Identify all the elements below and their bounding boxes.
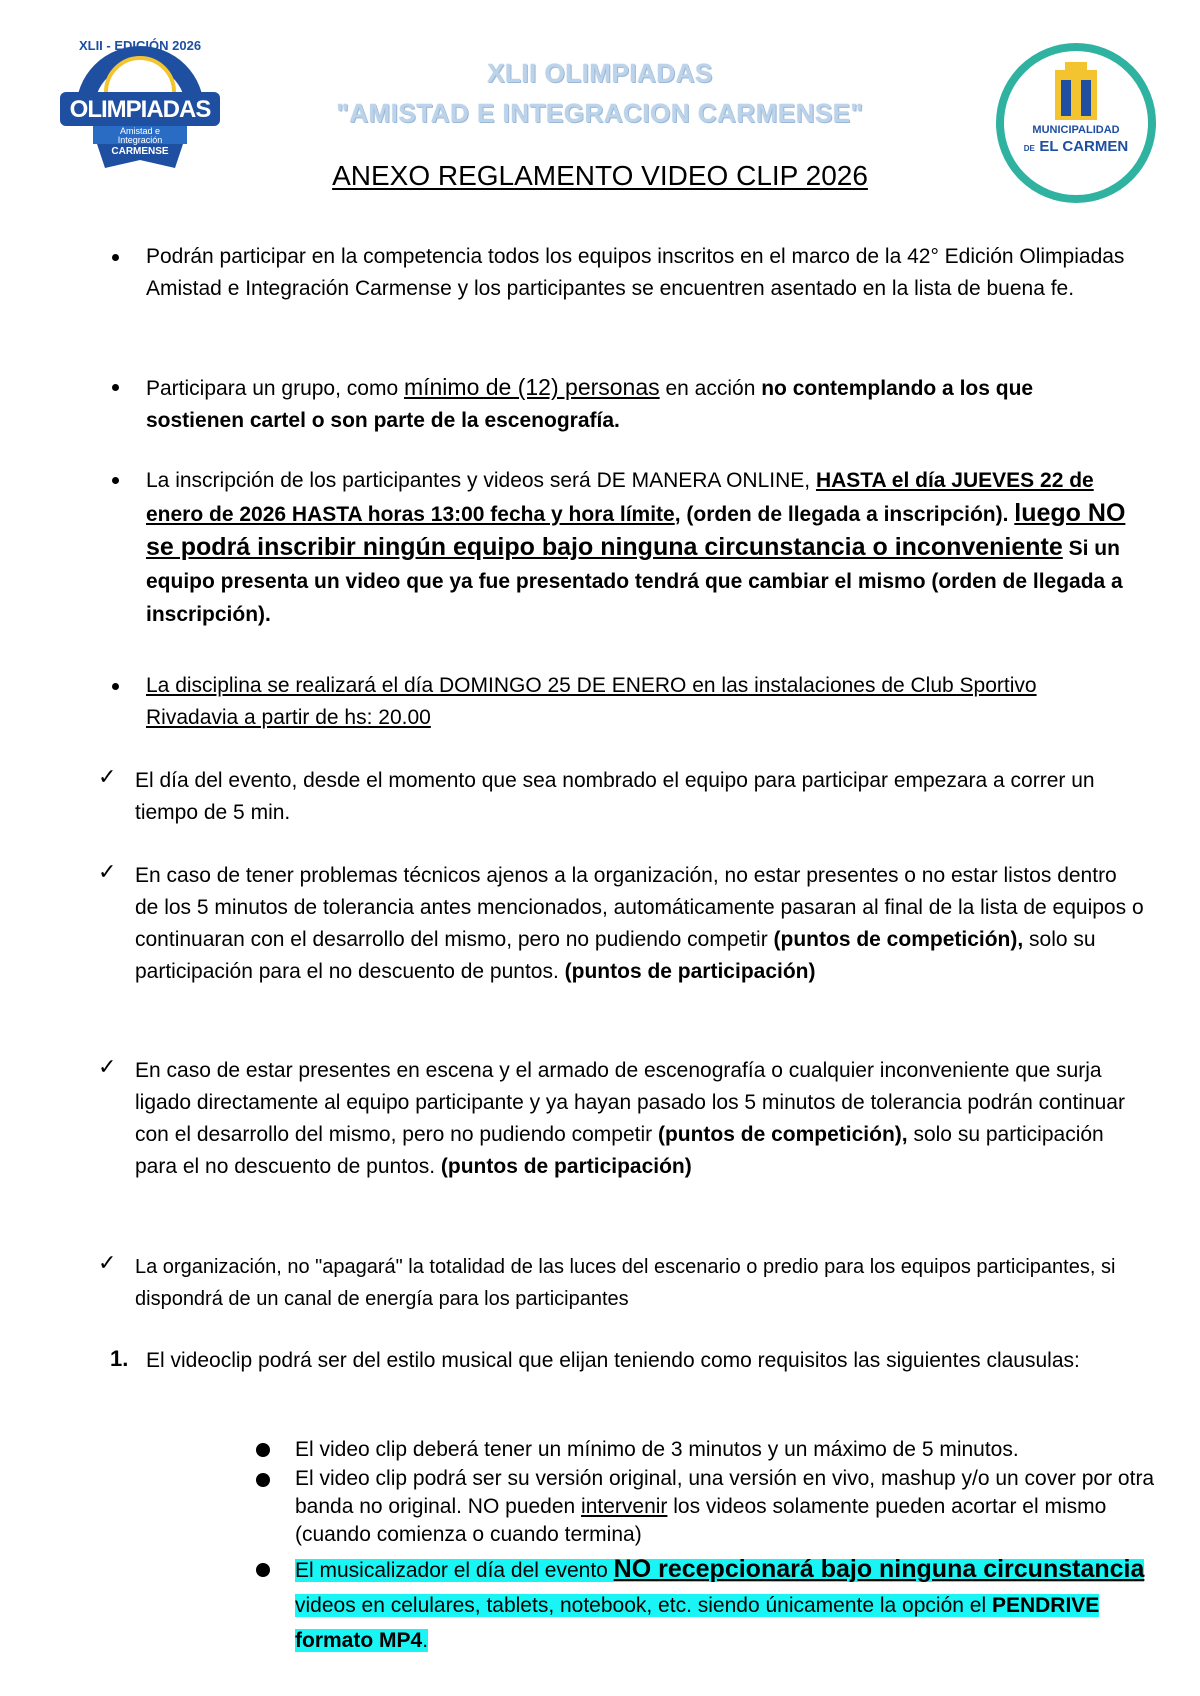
sub-bullet-dot — [256, 1473, 270, 1487]
check-icon: ✓ — [98, 1055, 117, 1080]
s3-highlight — [295, 1555, 1145, 1652]
municipalidad-de: DE — [1023, 144, 1035, 153]
check-item-technical-problems — [135, 860, 1145, 988]
check-item-time: El día del evento, desde el momento que sea nombrado el equipo para participar empezara a correr un tiempo de 5 min. — [135, 769, 1095, 824]
check-item-scenography — [135, 1055, 1145, 1183]
s2-text-b: los videos solamente pueden acortar el mismo (cuando comienza o cuando termina) — [295, 1495, 1107, 1546]
s3-pendrive: PENDRIVE formato MP4 — [295, 1594, 1100, 1652]
sub-item-version — [295, 1465, 1155, 1549]
bullet-dot — [112, 254, 119, 261]
check-icon: ✓ — [98, 765, 117, 790]
b2-minimum: mínimo de (12) personas — [403, 374, 660, 400]
s2-text-a: El video clip podrá ser su versión original, una versión en vivo, mashup y/o un cover por otra banda no original. NO pueden — [295, 1467, 1155, 1518]
b2-bold: no contemplando a los que sostienen cartel o son parte de la escenografía. — [146, 377, 1034, 432]
sub-bullet-dot — [256, 1563, 270, 1577]
logo-main-text: OLIMPIADAS — [69, 96, 211, 123]
c3-text-c: solo su participación para el no descuento de puntos. — [135, 1123, 1104, 1178]
b3-text-c: Si un equipo presenta un video que ya fue presentado tendrá que cambiar el mismo (orden de llegada a inscripción). — [146, 537, 1123, 626]
header-title-line2: "AMISTAD E INTEGRACION CARMENSE" — [336, 98, 864, 128]
header-title-line1: XLII OLIMPIADAS — [487, 58, 713, 88]
check-icon: ✓ — [98, 1251, 117, 1276]
b2-text-b: en acción — [659, 377, 762, 400]
c3-competition-points: (puntos de competición), — [657, 1123, 908, 1146]
municipalidad-line2 — [995, 138, 1157, 156]
s2-intervenir: intervenir — [581, 1495, 668, 1518]
logo-arc-text: XLII - EDICIÓN 2026 — [78, 38, 202, 53]
c3-text-a: En caso de estar presentes en escena y el armado de escenografía o cualquier inconveniente que surja ligado directamente al equipo participante y ya hayan pasado los 5 minutos de tolerancia podrán continuar con el desarrollo del mismo, pero no pudiendo competir — [135, 1059, 1125, 1146]
bullet-item-registration — [146, 464, 1136, 631]
sub-item-duration: El video clip deberá tener un mínimo de 3 minutos y un máximo de 5 minutos. — [295, 1438, 1019, 1461]
bullet-dot — [112, 384, 119, 391]
check-icon: ✓ — [98, 860, 117, 885]
numbered-item-style: El videoclip podrá ser del estilo musical que elijan teniendo como requisitos las siguientes clausulas: — [146, 1349, 1080, 1372]
b3-text-a: La inscripción de los participantes y videos será DE MANERA ONLINE, — [146, 469, 816, 492]
bullet-item-participation: Podrán participar en la competencia todos los equipos inscritos en el marco de la 42° Edición Olimpiadas Amistad e Integración Carmense y los participantes se encuentren asentado en la lista de buena fe. — [146, 245, 1125, 300]
s3-no-reception: NO recepcionará bajo ninguna circunstancia — [613, 1555, 1145, 1583]
s3-text-a: El musicalizador el día del evento — [295, 1559, 614, 1582]
sub-item-pendrive — [295, 1552, 1155, 1658]
logo-sub1-text: Amistad e — [119, 126, 161, 136]
c2-competition-points: (puntos de competición), — [773, 928, 1024, 951]
s3-text-c: . — [422, 1629, 429, 1652]
b3-no-registration: luego NO se podrá inscribir ningún equipo bajo ninguna circunstancia o inconveniente — [146, 499, 1126, 561]
c2-text-c: solo su participación para el no descuento de puntos. — [135, 928, 1096, 983]
sub-bullet-dot — [256, 1443, 270, 1457]
document-title: ANEXO REGLAMENTO VIDEO CLIP 2026 — [332, 160, 868, 191]
b3-text-b: , (orden de llegada a inscripción). — [674, 503, 1015, 526]
bullet-item-event-date: La disciplina se realizará el día DOMINGO 25 DE ENERO en las instalaciones de Club Sportivo Rivadavia a partir de hs: 20.00 — [146, 674, 1037, 729]
municipalidad-el-carmen: EL CARMEN — [1039, 138, 1129, 155]
logo-sub2-text: Integración — [117, 135, 163, 145]
logo-banner-text: CARMENSE — [111, 146, 169, 157]
list-number: 1. — [110, 1346, 129, 1371]
c2-text-a: En caso de tener problemas técnicos ajenos a la organización, no estar presentes o no estar listos dentro de los 5 minutos de tolerancia antes mencionados, automáticamente pasaran al final de la lista de equipos o continuaran con el desarrollo del mismo, pero no pudiendo competir — [135, 864, 1144, 951]
bullet-dot — [112, 477, 119, 484]
bullet-dot — [112, 683, 119, 690]
b2-text-a: Participara un grupo, como — [146, 377, 404, 400]
c3-participation-points: (puntos de participación) — [440, 1155, 692, 1178]
municipalidad-line1: MUNICIPALIDAD — [1032, 124, 1120, 136]
b3-deadline: HASTA el día JUEVES 22 de enero de 2026 HASTA horas 13:00 fecha y hora límite — [146, 469, 1094, 526]
bullet-item-group-size — [146, 371, 1136, 437]
check-item-lights: La organización, no "apagará" la totalidad de las luces del escenario o predio para los equipos participantes, si dispondrá de un canal de energía para los participantes — [135, 1256, 1116, 1310]
c2-participation-points: (puntos de participación) — [564, 960, 816, 983]
s3-text-b: videos en celulares, tablets, notebook, etc. siendo únicamente la opción el — [295, 1594, 992, 1617]
